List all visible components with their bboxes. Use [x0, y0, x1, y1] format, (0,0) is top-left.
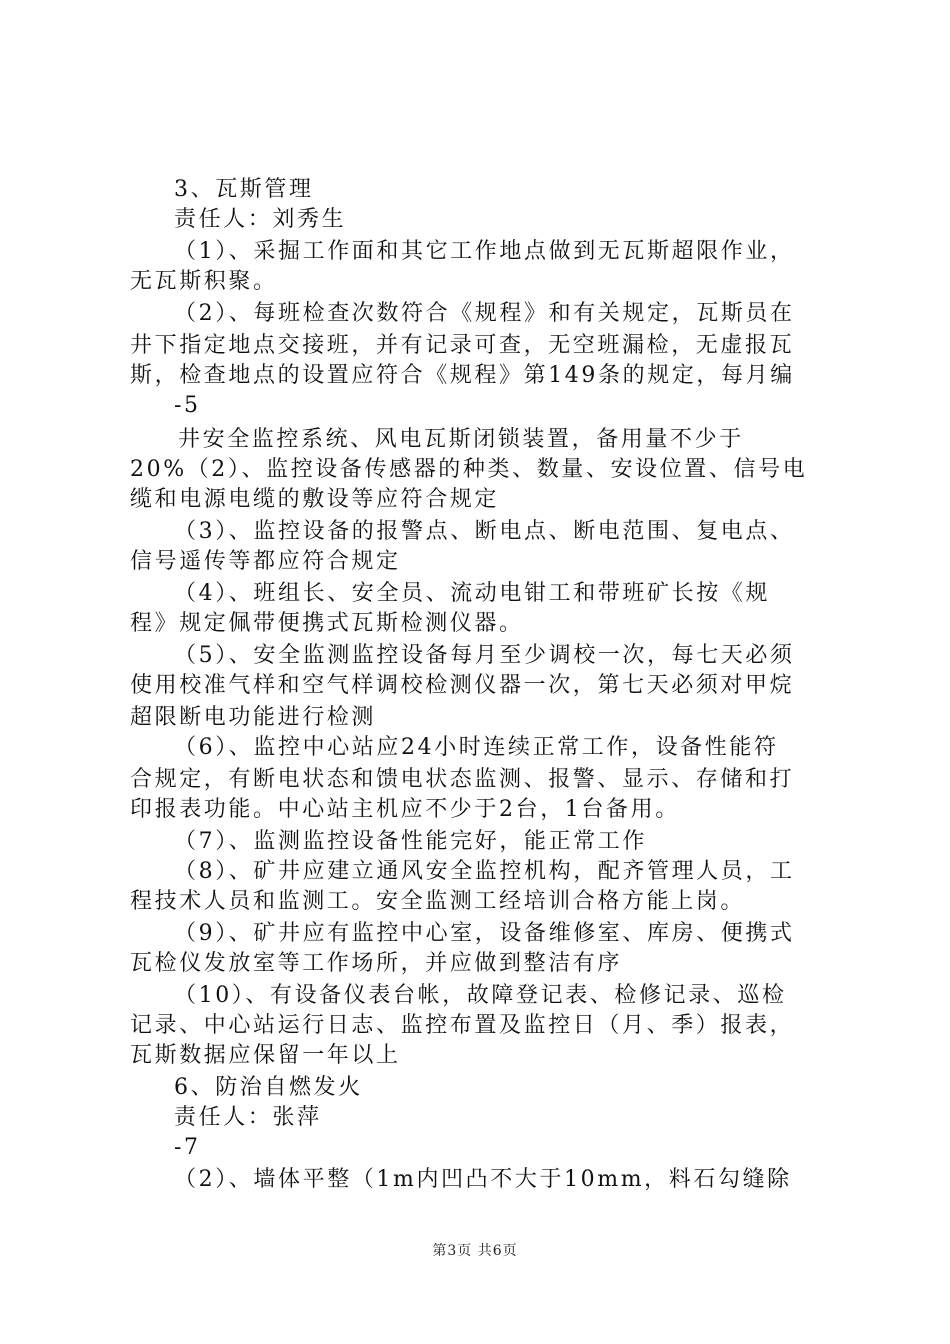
paragraph-line: 缆和电源电缆的敷设等应符合规定	[130, 487, 500, 512]
paragraph-line: 井下指定地点交接班，并有记录可查，无空班漏检，无虚报瓦	[130, 333, 795, 358]
paragraph-line: （4）、班组长、安全员、流动电钳工和带班矿长按《规	[174, 581, 770, 606]
paragraph-line: 20%（2）、监控设备传感器的种类、数量、安设位置、信号电	[130, 457, 808, 482]
paragraph-line: 井安全监控系统、风电瓦斯闭锁装置，备用量不少于	[178, 427, 744, 452]
page-break-marker: -7	[174, 1135, 201, 1160]
responsible-person: 责任人：刘秀生	[174, 207, 347, 232]
paragraph-line: （9）、矿井应有监控中心室，设备维修室、库房、便携式	[174, 921, 795, 946]
paragraph-line: 程》规定佩带便携式瓦斯检测仪器。	[130, 611, 524, 636]
paragraph-line: （2）、墙体平整（1m内凹凸不大于10mm，料石勾缝除	[174, 1167, 792, 1192]
responsible-person: 责任人：张萍	[174, 1105, 322, 1130]
paragraph-line: 斯，检查地点的设置应符合《规程》第149条的规定，每月编	[130, 363, 795, 388]
paragraph-line: 记录、中心站运行日志、监控布置及监控日（月、季）报表，	[130, 1013, 795, 1038]
paragraph-line: （6）、监控中心站应24小时连续正常工作，设备性能符	[174, 735, 779, 760]
paragraph-line: 程技术人员和监测工。安全监测工经培训合格方能上岗。	[130, 889, 746, 914]
paragraph-line: （5）、安全监测监控设备每月至少调校一次，每七天必须	[174, 643, 795, 668]
paragraph-line: 使用校准气样和空气样调校检测仪器一次，第七天必须对甲烷	[130, 673, 795, 698]
paragraph-line: 合规定，有断电状态和馈电状态监测、报警、显示、存储和打	[130, 767, 795, 792]
section-heading: 3、瓦斯管理	[174, 177, 314, 202]
paragraph-line: （7）、监测监控设备性能完好，能正常工作	[174, 829, 647, 854]
paragraph-line: 瓦检仪发放室等工作场所，并应做到整洁有序	[130, 951, 623, 976]
paragraph-line: 瓦斯数据应保留一年以上	[130, 1043, 401, 1068]
paragraph-line: 超限断电功能进行检测	[130, 705, 377, 730]
paragraph-line: 无瓦斯积聚。	[130, 269, 278, 294]
paragraph-line: （10）、有设备仪表台帐，故障登记表、检修记录、巡检	[174, 983, 787, 1008]
paragraph-line: （8）、矿井应建立通风安全监控机构，配齐管理人员，工	[174, 859, 795, 884]
paragraph-line: 信号遥传等都应符合规定	[130, 549, 401, 574]
page-break-marker: -5	[174, 393, 201, 418]
paragraph-line: 印报表功能。中心站主机应不少于2台，1台备用。	[130, 797, 680, 822]
paragraph-line: （3）、监控设备的报警点、断电点、断电范围、复电点、	[174, 519, 795, 544]
page-number-footer: 第3页 共6页	[432, 1243, 518, 1259]
paragraph-line: （1）、采掘工作面和其它工作地点做到无瓦斯超限作业，	[174, 239, 795, 264]
section-heading: 6、防治自燃发火	[174, 1075, 363, 1100]
paragraph-line: （2）、每班检查次数符合《规程》和有关规定，瓦斯员在	[174, 301, 795, 326]
